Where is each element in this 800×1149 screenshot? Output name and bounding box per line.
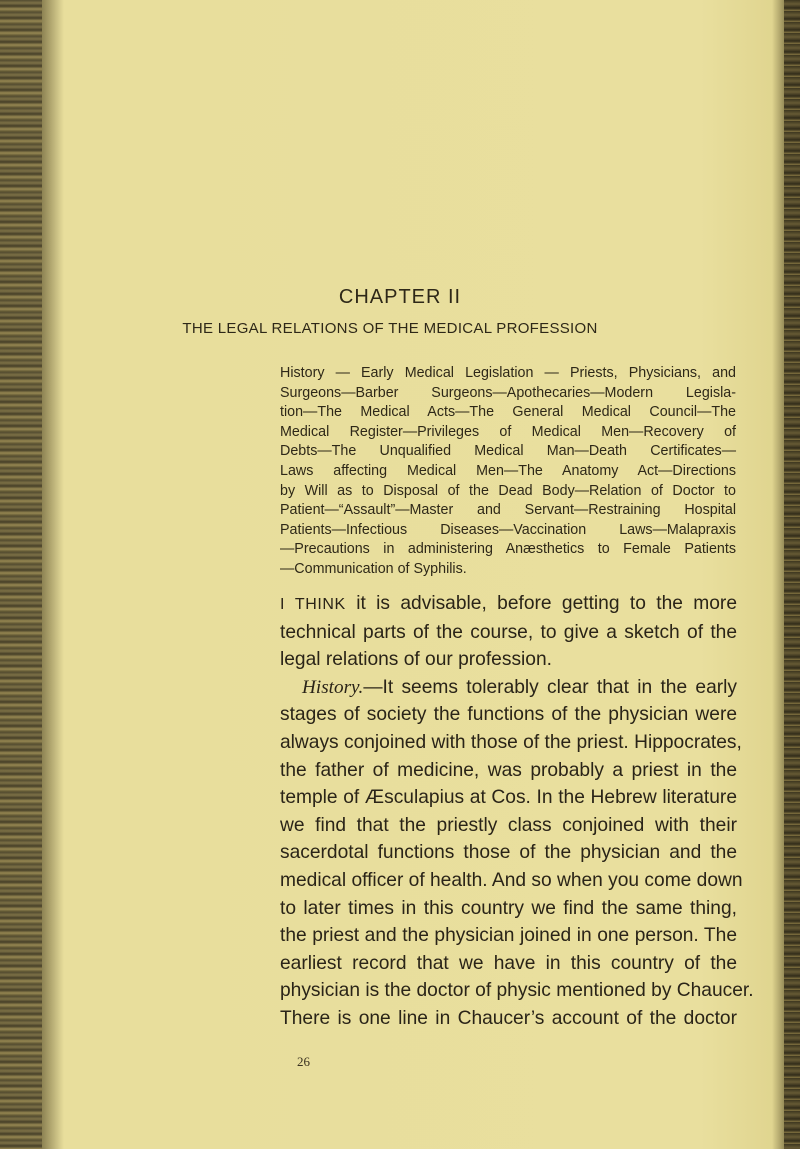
synopsis-line: —Communication of Syphilis. bbox=[280, 560, 467, 577]
body-line-text: —It seems tolerably clear that in the early bbox=[363, 676, 737, 698]
body-line: There is one line in Chaucer’s account of the doctor bbox=[280, 1007, 737, 1029]
body-line: the priest and the physician joined in one person. The bbox=[280, 925, 737, 947]
body-line-text: it is advisable, before getting to the more bbox=[345, 593, 737, 614]
body-line: the father of medicine, was probably a priest in the bbox=[280, 759, 737, 781]
book-binding-right bbox=[784, 0, 800, 1149]
opening-words: I THINK bbox=[280, 596, 346, 613]
body-line: sacerdotal functions those of the physician and the bbox=[280, 842, 737, 864]
body-line bbox=[280, 590, 737, 619]
body-line: medical officer of health. And so when you come down bbox=[280, 869, 743, 891]
body-line: temple of Æsculapius at Cos. In the Hebrew literature bbox=[280, 787, 737, 809]
synopsis-line: Patients—Infectious Diseases—Vaccination Laws—Malapraxis bbox=[280, 521, 736, 538]
page-number: 26 bbox=[297, 1054, 310, 1069]
chapter-number: CHAPTER II bbox=[338, 286, 462, 308]
body-line: legal relations of our profession. bbox=[280, 649, 552, 671]
body-line: earliest record that we have in this country of the bbox=[280, 952, 737, 974]
synopsis-line: Patient—“Assault”—Master and Servant—Restraining Hospital bbox=[280, 502, 736, 519]
synopsis-line: History — Early Medical Legislation — Priests, Physicians, and bbox=[280, 365, 736, 381]
body-line: stages of society the functions of the physician were bbox=[280, 704, 737, 726]
synopsis-line: by Will as to Disposal of the Dead Body—Relation of Doctor to bbox=[280, 482, 736, 499]
synopsis-line: —Precautions in administering Anæsthetics to Female Patients bbox=[280, 541, 736, 558]
synopsis-line: Debts—The Unqualified Medical Man—Death Certificates— bbox=[280, 443, 736, 460]
body-line bbox=[280, 674, 737, 702]
body-line: always conjoined with those of the priest. Hippocrates, bbox=[280, 731, 742, 753]
body-line: we find that the priestly class conjoined with their bbox=[280, 814, 737, 836]
synopsis-line: Surgeons—Barber Surgeons—Apothecaries—Modern Legisla- bbox=[280, 384, 736, 401]
gutter-shadow-right bbox=[772, 0, 784, 1149]
history-heading: History. bbox=[302, 676, 364, 698]
body-line: physician is the doctor of physic mentioned by Chaucer. bbox=[280, 980, 754, 1002]
body-line: technical parts of the course, to give a sketch of the bbox=[280, 621, 737, 643]
synopsis-line: Laws affecting Medical Men—The Anatomy Act—Directions bbox=[280, 462, 736, 479]
chapter-synopsis bbox=[280, 364, 736, 580]
synopsis-line: tion—The Medical Acts—The General Medical Council—The bbox=[280, 404, 736, 421]
gutter-shadow-left bbox=[42, 0, 64, 1149]
synopsis-line: Medical Register—Privileges of Medical Men—Recovery of bbox=[280, 423, 736, 440]
body-line: to later times in this country we find the same thing, bbox=[280, 897, 737, 919]
book-binding-left bbox=[0, 0, 42, 1149]
body-text bbox=[280, 590, 754, 1033]
chapter-title: THE LEGAL RELATIONS OF THE MEDICAL PROFESSION bbox=[182, 320, 598, 337]
